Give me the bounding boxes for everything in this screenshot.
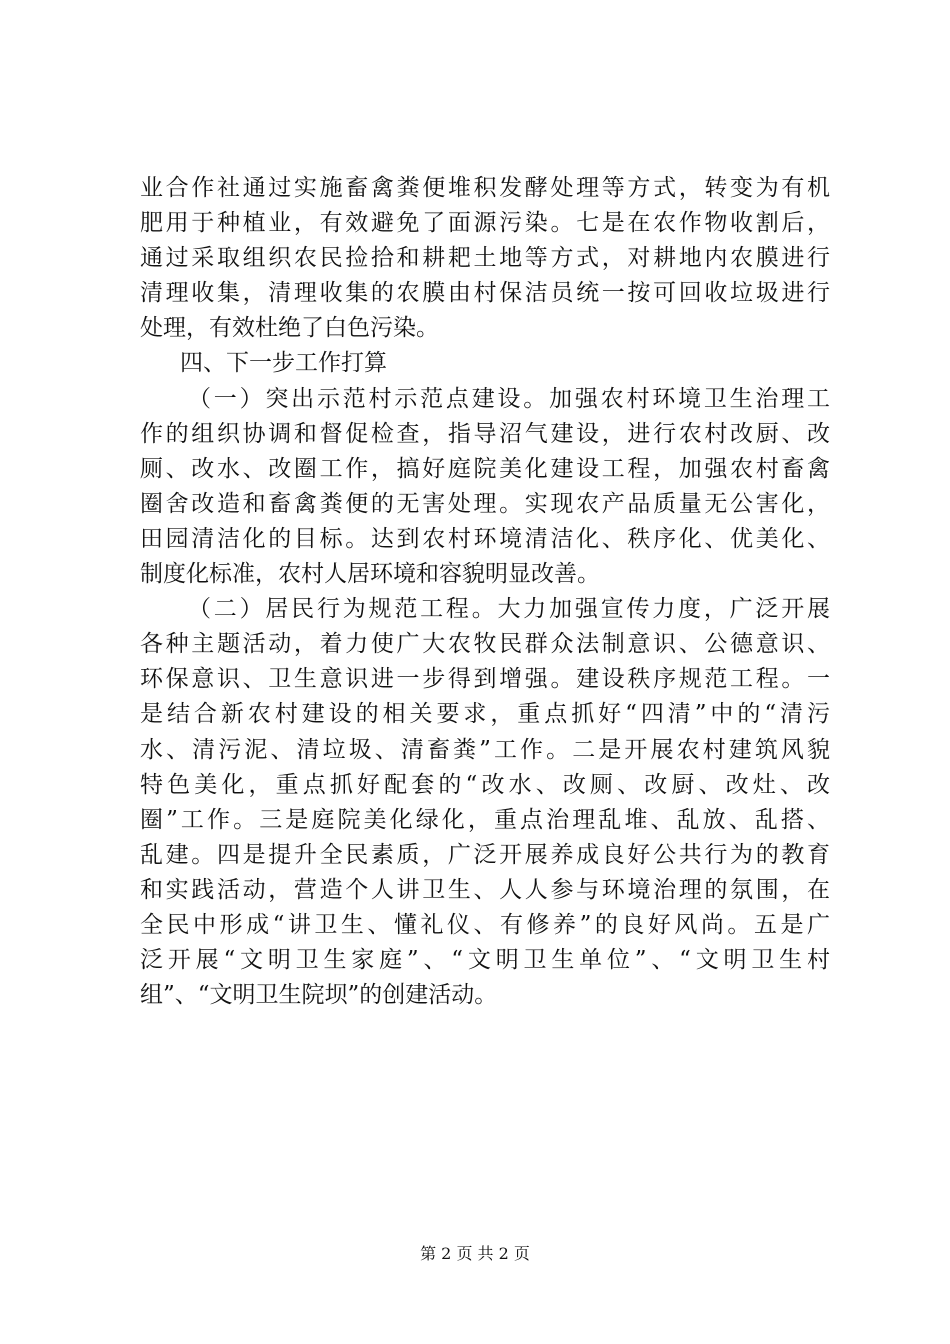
page-number-footer: 第 2 页 共 2 页 [420, 1244, 530, 1263]
text-line: 业合作社通过实施畜禽粪便堆积发酵处理等方式，转变为有机 [140, 175, 830, 201]
text-line: 通过采取组织农民捡拾和耕耙土地等方式，对耕地内农膜进行 [140, 245, 830, 272]
text-line: 制度化标准，农村人居环境和容貌明显改善。 [140, 561, 600, 588]
text-line: 乱建。四是提升全民素质，广泛开展养成良好公共行为的教育 [140, 841, 830, 868]
text-line: 肥用于种植业，有效避免了面源污染。七是在农作物收割后， [140, 210, 830, 237]
text-line: 处理，有效杜绝了白色污染。 [140, 315, 439, 342]
document-body [140, 171, 830, 1013]
text-line: 圈”工作。三是庭院美化绿化，重点治理乱堆、乱放、乱搭、 [140, 806, 830, 833]
text-line: 泛开展“文明卫生家庭”、“文明卫生单位”、“文明卫生村 [140, 947, 830, 974]
text-line: 圈舍改造和畜禽粪便的无害处理。实现农产品质量无公害化， [140, 490, 830, 517]
text-line: 各种主题活动，着力使广大农牧民群众法制意识、公德意识、 [140, 631, 830, 658]
text-line: 厕、改水、改圈工作，搞好庭院美化建设工程，加强农村畜禽 [140, 455, 830, 482]
text-line: 环保意识、卫生意识进一步得到增强。建设秩序规范工程。一 [140, 666, 830, 693]
text-line: 组”、“文明卫生院坝”的创建活动。 [140, 982, 498, 1009]
text-line: 田园清洁化的目标。达到农村环境清洁化、秩序化、优美化、 [140, 525, 830, 552]
text-line: 作的组织协调和督促检查，指导沼气建设，进行农村改厨、改 [140, 420, 830, 447]
text-line: 全民中形成“讲卫生、懂礼仪、有修养”的良好风尚。五是广 [140, 911, 830, 938]
text-line: 清理收集，清理收集的农膜由村保洁员统一按可回收垃圾进行 [140, 280, 830, 307]
text-line: 水、清污泥、清垃圾、清畜粪”工作。二是开展农村建筑风貌 [140, 736, 830, 763]
text-line: 是结合新农村建设的相关要求，重点抓好“四清”中的“清污 [140, 701, 830, 728]
text-line: 特色美化，重点抓好配套的“改水、改厕、改厨、改灶、改 [140, 771, 830, 798]
text-line: （二）居民行为规范工程。大力加强宣传力度，广泛开展 [188, 596, 830, 623]
text-line: （一）突出示范村示范点建设。加强农村环境卫生治理工 [188, 385, 830, 412]
text-line: 和实践活动，营造个人讲卫生、人人参与环境治理的氛围，在 [140, 876, 830, 903]
section-heading: 四、下一步工作打算 [180, 350, 387, 377]
